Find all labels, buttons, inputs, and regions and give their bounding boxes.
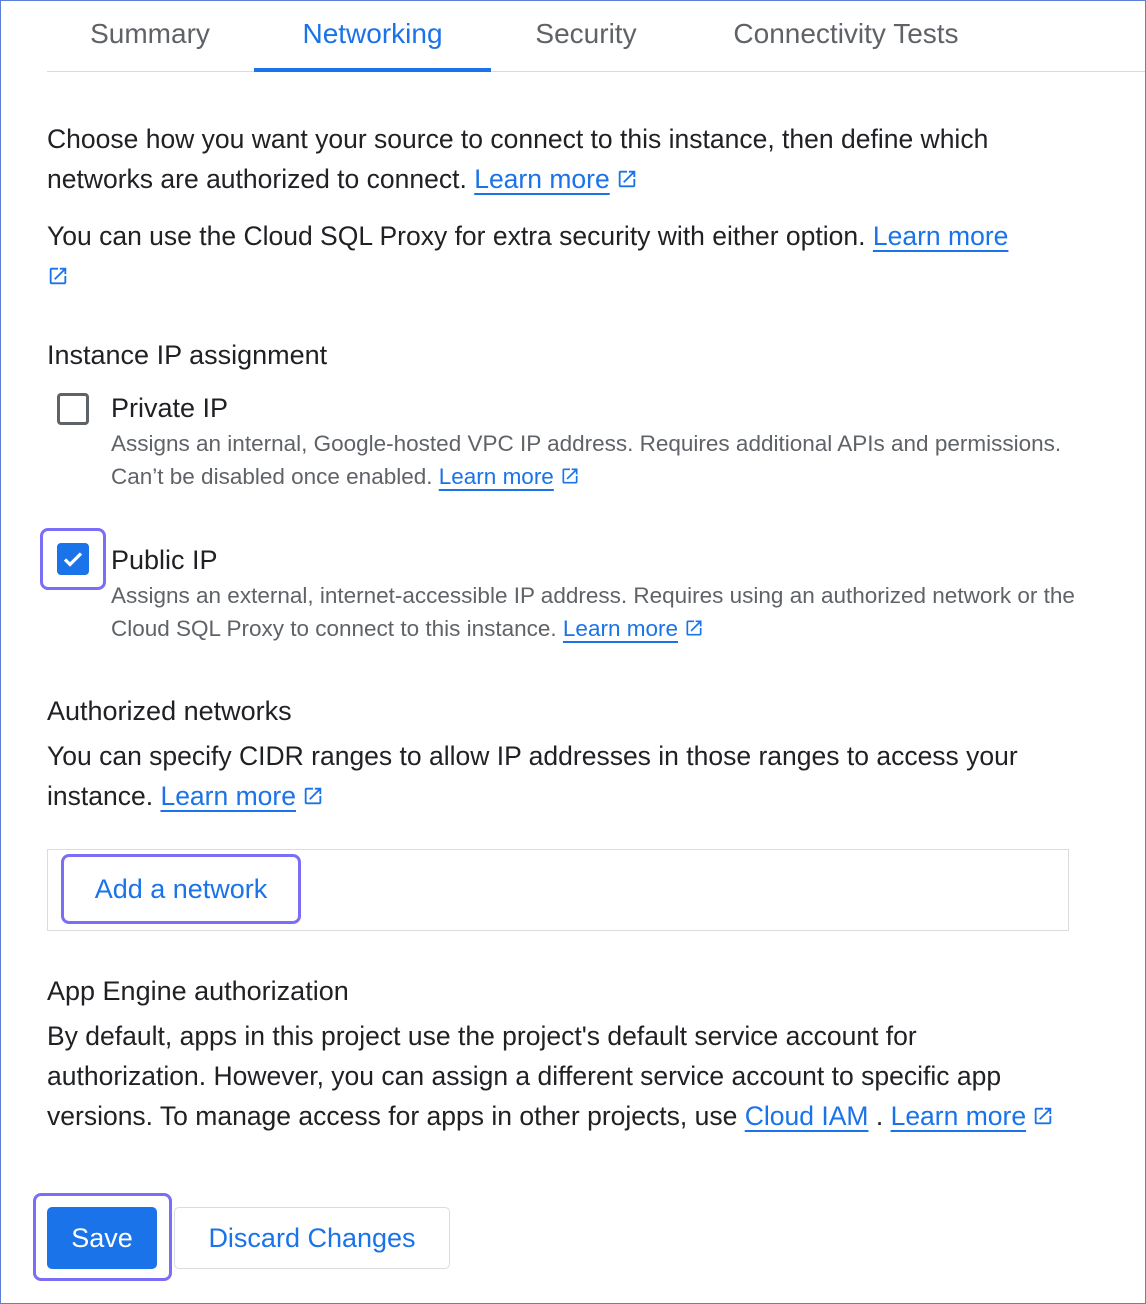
tab-networking[interactable]: Networking — [254, 1, 491, 70]
cloud-iam-link[interactable]: Cloud IAM — [744, 1101, 869, 1131]
proxy-learn-more-link[interactable]: Learn more — [872, 221, 1009, 251]
tab-bar — [47, 1, 1146, 72]
app-engine-heading: App Engine authorization — [47, 976, 349, 1006]
authorized-networks-text: You can specify CIDR ranges to allow IP addresses in those ranges to access your instance. — [47, 741, 1018, 811]
public-ip-description — [111, 580, 1081, 645]
app-engine-separator: . — [875, 1101, 884, 1131]
app-engine-text: By default, apps in this project use the project's default service account for authorization. However, you can assign a different service account to specific app versions. To manage access for apps in other projects, use — [47, 1021, 1002, 1131]
open-in-new-icon[interactable] — [302, 785, 324, 807]
save-button[interactable]: Save — [47, 1207, 157, 1269]
intro-text: Choose how you want your source to connect to this instance, then define which networks are authorized to connect. — [47, 124, 989, 194]
private-ip-learn-more-link[interactable]: Learn more — [438, 463, 554, 489]
tab-summary[interactable]: Summary — [90, 18, 210, 49]
tab-security[interactable]: Security — [535, 18, 637, 49]
open-in-new-icon[interactable] — [1032, 1105, 1054, 1127]
app-engine-learn-more-link[interactable]: Learn more — [890, 1101, 1027, 1131]
proxy-text: You can use the Cloud SQL Proxy for extra security with either option. — [47, 221, 866, 251]
open-in-new-icon[interactable] — [616, 168, 638, 190]
public-ip-checkbox[interactable] — [57, 543, 89, 575]
intro-learn-more-link[interactable]: Learn more — [474, 164, 610, 194]
open-in-new-icon[interactable] — [684, 618, 704, 638]
discard-changes-button[interactable]: Discard Changes — [174, 1207, 450, 1269]
private-ip-checkbox[interactable] — [57, 393, 89, 425]
private-ip-description — [111, 428, 1081, 493]
authorized-networks-heading: Authorized networks — [47, 696, 292, 726]
add-network-button[interactable]: Add a network — [61, 854, 301, 924]
open-in-new-icon[interactable] — [560, 466, 580, 486]
authorized-networks-learn-more-link[interactable]: Learn more — [160, 781, 296, 811]
public-ip-label: Public IP — [111, 545, 218, 575]
tab-connectivity-tests[interactable]: Connectivity Tests — [733, 18, 959, 49]
public-ip-description-text: Assigns an external, internet-accessible IP address. Requires using an authorized network or the Cloud SQL Proxy to connect to this instance. — [111, 583, 1075, 641]
ip-assignment-heading: Instance IP assignment — [47, 340, 328, 370]
open-in-new-icon[interactable] — [47, 265, 69, 287]
private-ip-description-text: Assigns an internal, Google-hosted VPC IP address. Requires additional APIs and permissions. Can’t be disabled once enabled. — [111, 431, 1062, 489]
intro-paragraph — [47, 119, 1087, 199]
authorized-networks-paragraph — [47, 736, 1087, 816]
private-ip-label: Private IP — [111, 393, 229, 423]
proxy-paragraph — [47, 216, 1087, 296]
app-engine-paragraph — [47, 1016, 1077, 1136]
public-ip-learn-more-link[interactable]: Learn more — [562, 615, 678, 641]
check-icon — [61, 547, 85, 571]
